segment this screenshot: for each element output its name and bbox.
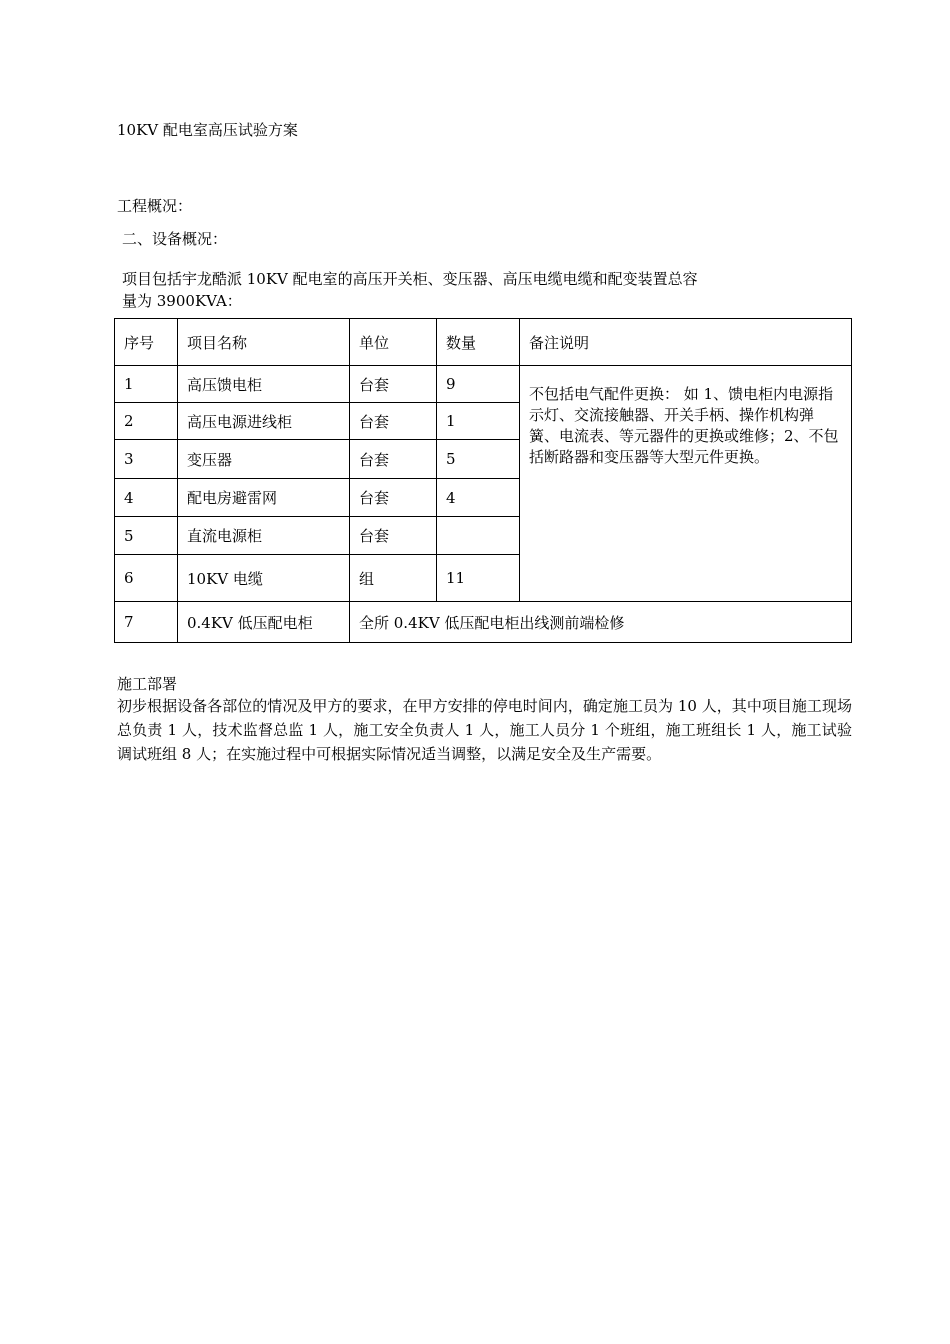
cell-item-name: 高压馈电柜 bbox=[178, 366, 350, 403]
document-title: 10KV 配电室高压试验方案 bbox=[117, 121, 298, 139]
cell-item-name: 高压电源进线柜 bbox=[178, 403, 350, 440]
cell-quantity bbox=[437, 517, 520, 555]
cell-quantity: 1 bbox=[437, 403, 520, 440]
cell-quantity: 4 bbox=[437, 479, 520, 517]
cell-unit: 台套 bbox=[350, 479, 437, 517]
cell-unit: 台套 bbox=[350, 403, 437, 440]
header-cell-unit: 单位 bbox=[350, 319, 437, 366]
cell-index: 6 bbox=[115, 555, 178, 602]
table-row bbox=[115, 366, 852, 403]
table-row bbox=[115, 602, 852, 643]
header-cell-index: 序号 bbox=[115, 319, 178, 366]
cell-item-name: 变压器 bbox=[178, 440, 350, 479]
equipment-table bbox=[114, 318, 852, 643]
cell-item-name: 0.4KV 低压配电柜 bbox=[178, 602, 350, 643]
cell-unit: 台套 bbox=[350, 440, 437, 479]
cell-item-name: 10KV 电缆 bbox=[178, 555, 350, 602]
section-heading-project-overview: 工程概况： bbox=[117, 197, 193, 215]
intro-text-line-2: 量为 3900KVA： bbox=[122, 292, 242, 310]
cell-quantity: 9 bbox=[437, 366, 520, 403]
cell-item-name: 直流电源柜 bbox=[178, 517, 350, 555]
cell-index: 7 bbox=[115, 602, 178, 643]
section-heading-construction-deployment: 施工部署 bbox=[117, 675, 178, 693]
cell-unit: 组 bbox=[350, 555, 437, 602]
cell-index: 2 bbox=[115, 403, 178, 440]
header-cell-quantity: 数量 bbox=[437, 319, 520, 366]
cell-index: 4 bbox=[115, 479, 178, 517]
construction-deployment-paragraph: 初步根据设备各部位的情况及甲方的要求，在甲方安排的停电时间内，确定施工员为 10 人，其中项目施工现场总负责 1 人，技术监督总监 1 人，施工安全负责人 1 人，施工人员分 1 个班组，施工班组长 1 人，施工试验调试班组 8 人；在实施过程中可根据实际情况适当调整，以满足安全及生产需要。 bbox=[117, 697, 852, 763]
header-cell-remarks: 备注说明 bbox=[520, 319, 852, 366]
cell-item-name: 配电房避雷网 bbox=[178, 479, 350, 517]
cell-quantity: 5 bbox=[437, 440, 520, 479]
cell-index: 1 bbox=[115, 366, 178, 403]
cell-unit: 台套 bbox=[350, 517, 437, 555]
cell-unit: 台套 bbox=[350, 366, 437, 403]
cell-quantity: 11 bbox=[437, 555, 520, 602]
cell-index: 5 bbox=[115, 517, 178, 555]
section-heading-equipment-overview: 二、设备概况： bbox=[122, 230, 228, 248]
cell-merged-description: 全所 0.4KV 低压配电柜出线测前端检修 bbox=[350, 602, 852, 643]
intro-text-line-1: 项目包括宇龙酷派 10KV 配电室的高压开关柜、变压器、高压电缆电缆和配变装置总容 bbox=[122, 270, 698, 288]
header-cell-item-name: 项目名称 bbox=[178, 319, 350, 366]
cell-index: 3 bbox=[115, 440, 178, 479]
table-header-row bbox=[115, 319, 852, 366]
cell-remarks-note: 不包括电气配件更换： 如 1、馈电柜内电源指示灯、交流接触器、开关手柄、操作机构弹簧、电流表、等元器件的更换或维修；2、不包括断路器和变压器等大型元件更换。 bbox=[520, 366, 852, 602]
